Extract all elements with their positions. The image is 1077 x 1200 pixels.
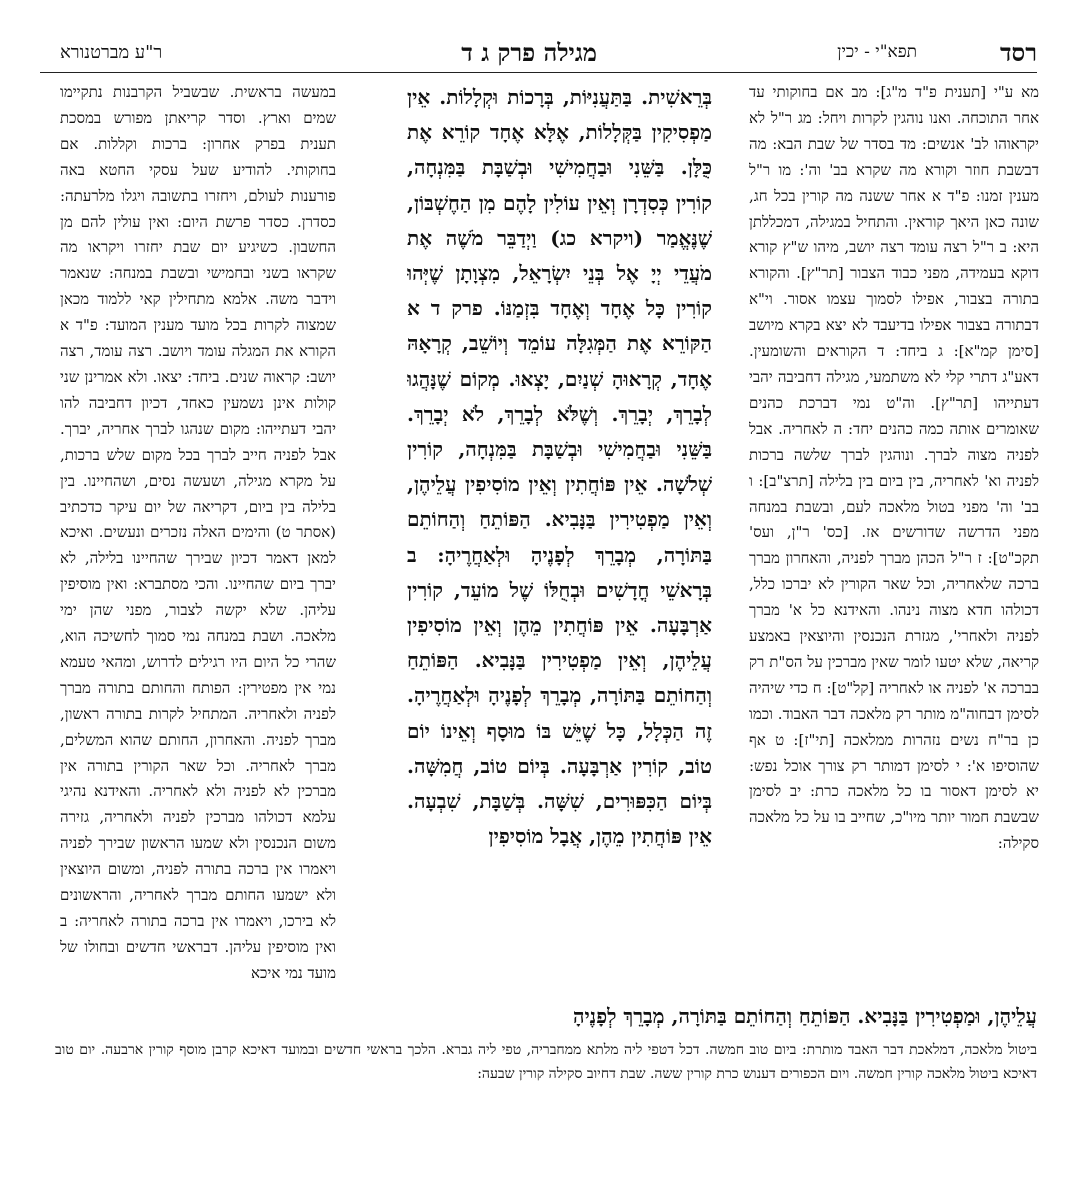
bartenura-text: במעשה בראשית. שבשביל הקרבנות נתקיימו שמים וארץ. וסדר קריאתן מפורש במסכת תענית בפרק אחרון: ברכות וקללות. אם בחוקותי. להודיע שעל עסקי החטא באה פורענות לעולם, ויחזרו בתשובה ויגלו מלרעתה: כסדרן. כסדר פרשת היום: ואין עולין להם מן החשבון. כשיגיע יום שבת יחזרו ויקראו מה שקראו בשני ובחמישי ובשבת במנחה: שנאמר וידבר משה. אלמא מתחילין קאי ללמוד מכאן שמצוה לקרות בכל מועד מענין המועד: פ"ד א הקורא את המגלה עומד ויושב. רצה עומד, רצה יושב: קראוה שנים. ביחד: יצאו. ולא אמרינן שני קולות אינן נשמעין כאחד, דכיון דחביבה להו יהבי דעתייהו: מקום שנהגו לברך אחריה, יברך. אבל לפניה חייב לברך בכל מקום שלש ברכות, על מקרא מגילה, ושעשה נסים, ושהחיינו. בין בלילה בין ביום, דקריאה של יום עיקר כדכתיב (אסתר ט) והימים האלה נזכרים ונעשים. ואיכא למאן דאמר דכיון שבירך שהחיינו בלילה, לא יברך ביום שהחיינו. והכי מסתברא: ואין מוסיפין עליהן. שלא יקשה לצבור, מפני שהן ימי מלאכה. ושבת במנחה נמי סמוך לחשיכה הוא, שהרי כל היום היו רגילים לדרוש, ומהאי טעמא נמי אין מפטירין: הפותח והחותם בתורה מברך לפניה ולאחריה. המתחיל לקרות בתורה ראשון, מברך לפניה. והאחרון, החותם שהוא המשלים, מברך לאחריה. וכל שאר הקורין בתורה אין מברכין לא לפניה ולא לאחריה. והאידנא נהיגי עלמא דכולהו מברכין לפניה ולאחריה, גזירה משום הנכנסין ולא שמעו הראשון שבירך לפניה ויאמרו אין ברכה בתורה לפניה, ומשום היוצאין ולא ישמעו החותם מברך לאחריה, והראשונים לא בירכו, ויאמרו אין ברכה בתורה לאחריה: ב ואין מוסיפין עליהן. דבראשי חדשים ובחולו של מועד נמי איכא xyxy=(60,83,336,982)
mishnah-column xyxy=(407,80,712,1070)
page-header xyxy=(40,38,1037,68)
mishnah-text: בְּרֵאשִׁית. בַּתַּעֲנִיּוֹת, בְּרָכוֹת וּקְלָלוֹת. אֵין מַפְסִיקִין בַּקְּלָלוֹת, אֶלָּא אֶחָד קוֹרֵא אֶת כֻּלָּן. בַּשֵּׁנִי וּבַחֲמִישִׁי וּבְשַׁבָּת בַּמִּנְחָה, קוֹרִין כְּסִדְרָן וְאֵין עוֹלִין לָהֶם מִן הַחֶשְׁבּוֹן, שֶׁנֶּאֱמַר (ויקרא כג) וַיְדַבֵּר מֹשֶׁה אֶת מֹעֲדֵי יְיָ אֶל בְּנֵי יִשְׂרָאֵל, מִצְוָתָן שֶׁיְּהוּ קוֹרִין כָּל אֶחָד וְאֶחָד בִּזְמַנּוֹ. פרק ד א הַקּוֹרֵא אֶת הַמְּגִלָּה עוֹמֵד וְיוֹשֵׁב, קְרָאָהּ אֶחָד, קְרָאוּהָ שְׁנַיִם, יָצְאוּ. מְקוֹם שֶׁנָּהֲגוּ לְבָרֵךְ, יְבָרֵךְ. וְשֶׁלֹּא לְבָרֵךְ, לֹא יְבָרֵךְ. בַּשֵּׁנִי וּבַחֲמִישִׁי וּבְשַׁבָּת בַּמִּנְחָה, קוֹרִין שְׁלֹשָׁה. אֵין פּוֹחֲתִין וְאֵין מוֹסִיפִין עֲלֵיהֶן, וְאֵין מַפְטִירִין בַּנָּבִיא. הַפּוֹתֵחַ וְהַחוֹתֵם בַּתּוֹרָה, מְבָרֵךְ לְפָנֶיהָ וּלְאַחֲרֶיהָ: ב בְּרָאשֵׁי חֳדָשִׁים וּבְחֻלּוֹ שֶׁל מוֹעֵד, קוֹרִין אַרְבָּעָה. אֵין פּוֹחֲתִין מֵהֶן וְאֵין מוֹסִיפִין עֲלֵיהֶן, וְאֵין מַפְטִירִין בַּנָּבִיא. הַפּוֹתֵחַ וְהַחוֹתֵם בַּתּוֹרָה, מְבָרֵךְ לְפָנֶיהָ וּלְאַחֲרֶיהָ. זֶה הַכְּלָל, כָּל שֶׁיֵּשׁ בּוֹ מוּסָף וְאֵינוֹ יוֹם טוֹב, קוֹרִין אַרְבָּעָה. בְּיוֹם טוֹב, חֲמִשָּׁה. בְּיוֹם הַכִּפּוּרִים, שִׁשָּׁה. בְּשַׁבָּת, שִׁבְעָה. אֵין פּוֹחֲתִין מֵהֶן, אֲבָל מוֹסִיפִין xyxy=(407,85,712,849)
bottom-section xyxy=(55,1000,1037,1120)
commentary-label-bartenura: ר"ע מברטנורא xyxy=(60,42,163,63)
tractate-title: מגילה פרק ג ד xyxy=(461,38,597,67)
page-number: רסד xyxy=(1000,38,1037,67)
header-rule xyxy=(40,72,1037,73)
mishnah-continuation: עֲלֵיהֶן, וּמַפְטִירִין בַּנָּבִיא. הַפּוֹתֵחַ וְהַחוֹתֵם בַּתּוֹרָה, מְבָרֵךְ לְפָנֶיהָ xyxy=(572,1004,1037,1028)
commentary-right-column xyxy=(749,80,1039,1018)
commentary-label-tiferet: תפא"י - יכין xyxy=(837,42,917,62)
bartenura-continuation: ביטול מלאכה, דמלאכת דבר האבד מותרת: ביום טוב חמשה. דכל דטפי ליה מלתא ממחבריה, טפי ליה גברא. הלכך בראשי חדשים ובמועד דאיכא קרבן מוסף קורין ארבעה. יום טוב דאיכא ביטול מלאכה קורין חמשה. ויום הכפורים דענוש כרת קורין ששה. שבת דחיוב סקילה קורין שבעה: xyxy=(55,1042,1037,1082)
commentary-left-column xyxy=(60,80,336,1070)
tiferet-yisrael-text: מא ע"י [תענית פ"ד מ"ג]: מב אם בחוקותי עד אחר התוכחה. ואנו נוהגין לקרות ויחל: מג ר"ל לא יקראוהו לב' אנשים: מד בסדר של שבת הבא: מה דבשבת חוזר וקורא מה שקרא בב' וה': מו ר"ל מענין זמנו: פ"ד א אחר ששנה מה קורין בכל חג, שונה כאן היאך קוראין. והתחיל במגילה, דמכללתן היא: ב ר"ל רצה עומד רצה יושב, מיהו ש"ץ קורא דוקא בעמידה, מפני כבוד הצבור [תר"ץ]. והקורא בתורה בצבור, אפילו לסמוך עצמו אסור. וי"א דבתורה בצבור אפילו בדיעבד לא יצא בקרא מיושב [סימן קמ"א]: ג ביחד: ד הקוראים והשומעין. דאע"ג דתרי קלי לא משתמעי, מגילה דחביבה יהבי דעתייהו [תר"ץ]. וה"ט נמי דברכת כהנים שאומרים אותה כמה כהנים יחד: ה לאחריה. אבל לפניה מצוה לברך. ונוהגין לברך שלשה ברכות לפניה וא' לאחריה, בין ביום בין בלילה [תרצ"ב]: ו בב' וה' מפני בטול מלאכה לעם, ובשבת במנחה מפני הדרשה שדורשים אז. [כס' ר"ן, ועס' תקכ"ט]: ז ר"ל הכהן מברך לפניה, והאחרון מברך ברכה שלאחריה, וכל שאר הקורין לא יברכו כלל, דכולהו חדא מצוה נינהו. והאידנא כל א' מברך לפניה ולאחרי', מגזרת הנכנסין והיוצאין באמצע קריאה, שלא יטעו לומר שאין מברכין על הס"ת רק בברכה א' לפניה או לאחריה [קל"ט]: ח כדי שיהיה לסימן דבחוה"מ מותר רק מלאכה דבר האבוד. וכמו כן בר"ח נשים נזהרות ממלאכה [תי"ז]: ט אף שהוסיפו א': י לסימן דמותר רק צורך אוכל נפש: יא לסימן דאסור בו כל מלאכה כרת: יב לסימן שבשבת חמור יותר מיו"כ, שחייב בו על כל מלאכה סקילה: xyxy=(749,83,1039,853)
